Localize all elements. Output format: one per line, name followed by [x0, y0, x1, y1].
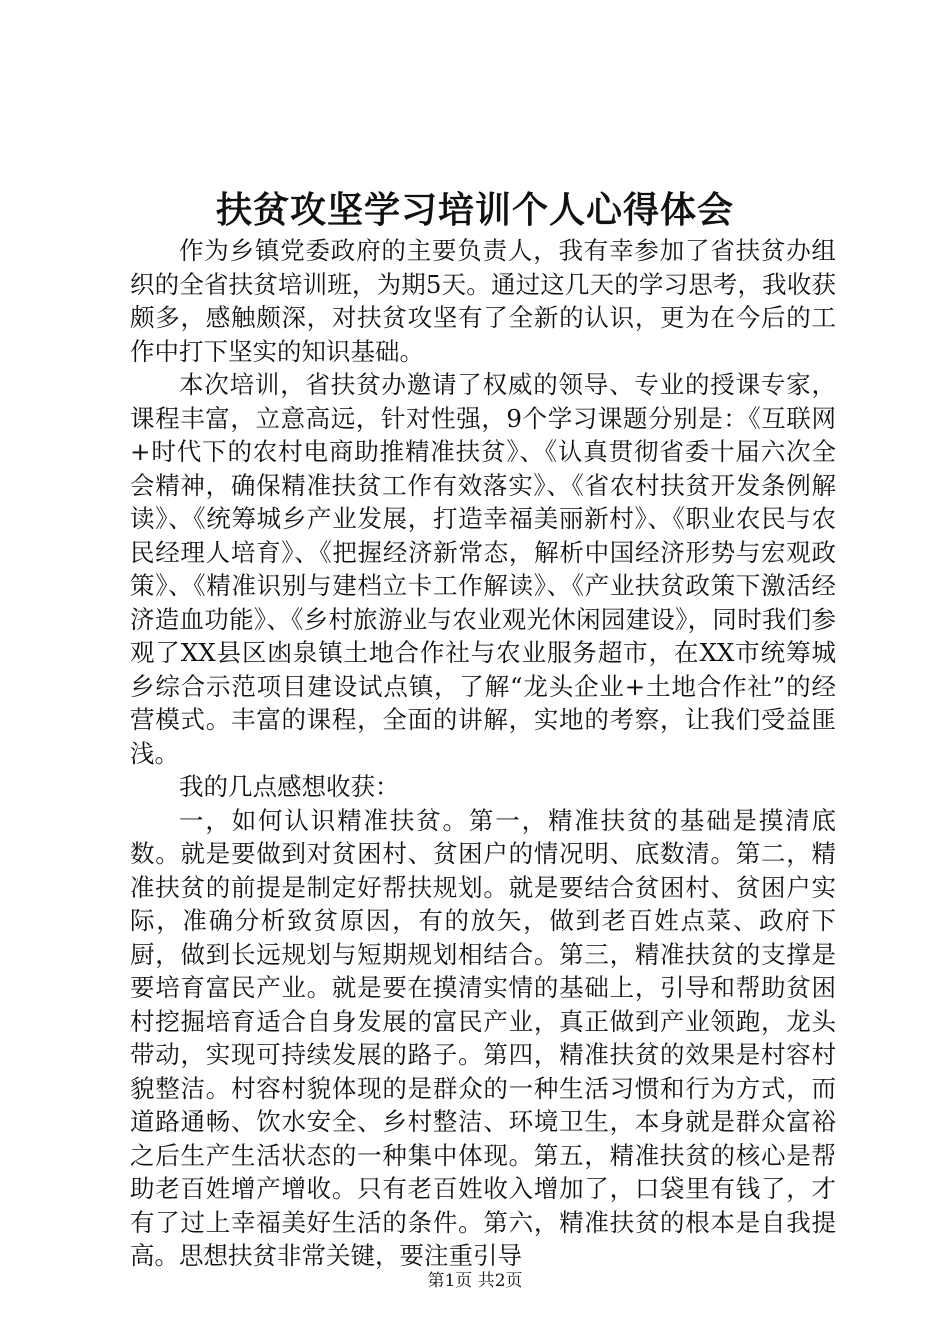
paragraph-point-one: 一，如何认识精准扶贫。第一，精准扶贫的基础是摸清底数。就是要做到对贫困村、贫困户的情况明、底数清。第二，精准扶贫的前提是制定好帮扶规划。就是要结合贫困村、贫困户实际，准确分析致贫原因，有的放矢，做到老百姓点菜、政府下厨，做到长远规划与短期规划相结合。第三，精准扶贫的支撑是要培育富民产业。就是要在摸清实情的基础上，引导和帮助贫困村挖掘培育适合自身发展的富民产业，真正做到产业领跑，龙头带动，实现可持续发展的路子。第四，精准扶贫的效果是村容村貌整洁。村容村貌体现的是群众的一种生活习惯和行为方式，而道路通畅、饮水安全、乡村整洁、环境卫生，本身就是群众富裕之后生产生活状态的一种集中体现。第五，精准扶贫的核心是帮助老百姓增产增收。只有老百姓收入增加了，口袋里有钱了，才有了过上幸福美好生活的条件。第六，精准扶贫的根本是自我提高。思想扶贫非常关键，要注重引导: [130, 805, 836, 1270]
paragraph-reflections-heading: 我的几点感想收获：: [179, 772, 400, 801]
paragraph-intro: 作为乡镇党委政府的主要负责人，我有幸参加了省扶贫办组织的全省扶贫培训班，为期5天。通过这几天的学习思考，我收获颇多，感触颇深，对扶贫攻坚有了全新的认识，更为在今后的工作中打下坚实的知识基础。: [130, 236, 836, 366]
paragraph-training-courses: 本次培训，省扶贫办邀请了权威的领导、专业的授课专家，课程丰富，立意高远，针对性强，9个学习课题分别是：《互联网+时代下的农村电商助推精准扶贫》、《认真贯彻省委十届六次全会精神，确保精准扶贫工作有效落实》、《省农村扶贫开发条例解读》、《统筹城乡产业发展，打造幸福美丽新村》、《职业农民与农民经理人培育》、《把握经济新常态，解析中国经济形势与宏观政策》、《精准识别与建档立卡工作解读》、《产业扶贫政策下激活经济造血功能》、《乡村旅游业与农业观光休闲园建设》，同时我们参观了XX县区凼泉镇土地合作社与农业服务超市，在XX市统筹城乡综合示范项目建设试点镇，了解“龙头企业+土地合作社”的经营模式。丰富的课程，全面的讲解，实地的考察，让我们受益匪浅。: [130, 370, 836, 768]
document-title: 扶贫攻坚学习培训个人心得体会: [215, 189, 734, 231]
document-body: [130, 234, 836, 1273]
page-number-footer: 第1页 共2页: [427, 1271, 523, 1291]
